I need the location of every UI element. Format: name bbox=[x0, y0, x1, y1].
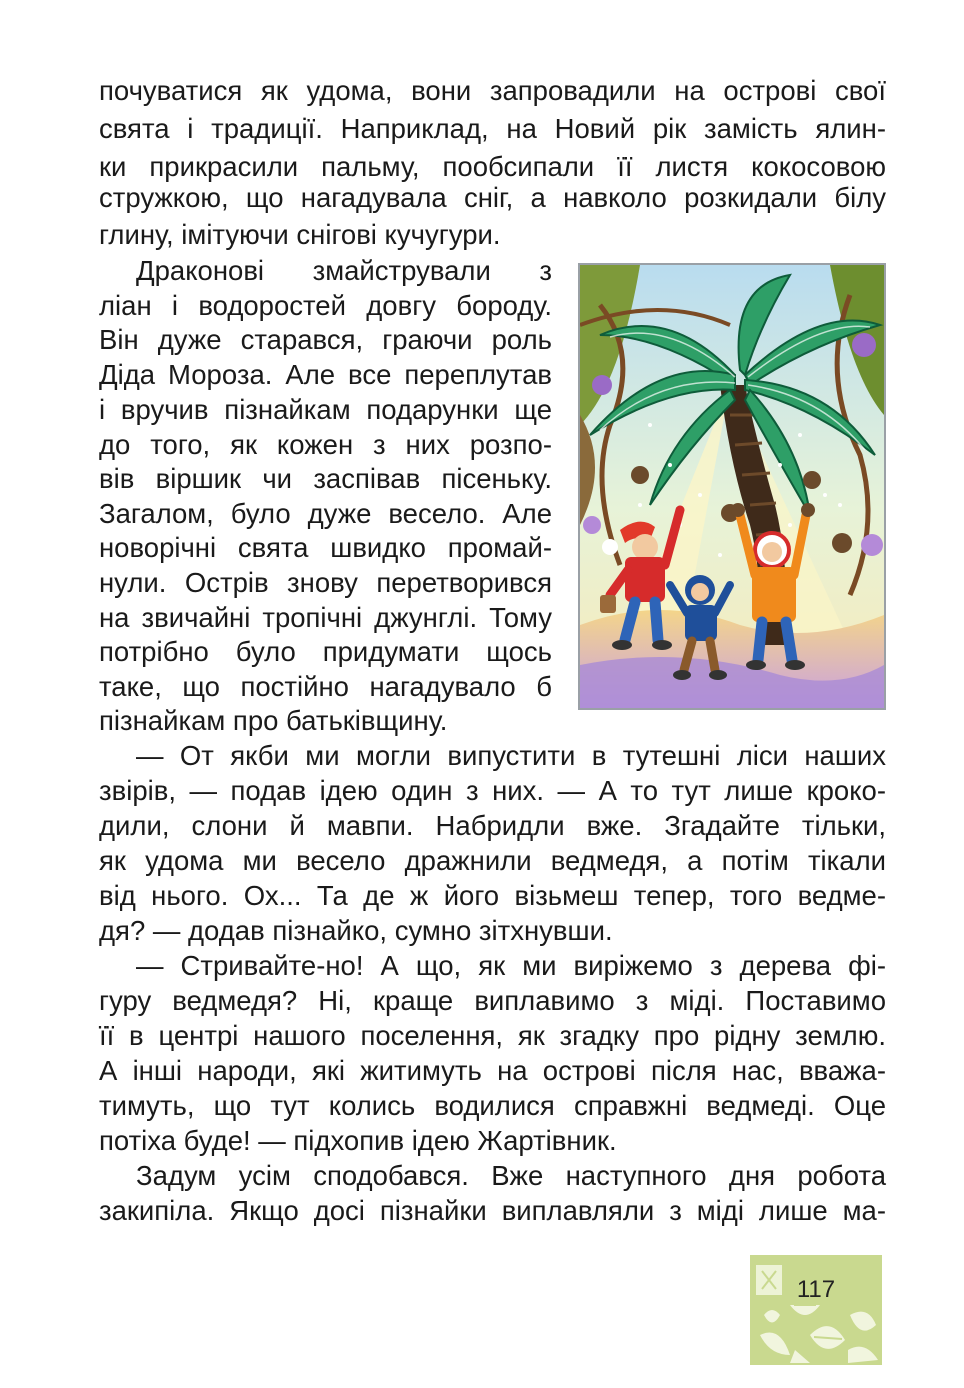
text-line: новорічні свята швидко промай- bbox=[99, 532, 552, 563]
leaf-pattern-icon bbox=[750, 1255, 882, 1365]
text-line: стружкою, що нагадувала сніг, а навколо розкидали білу bbox=[99, 182, 886, 213]
text-line: і вручив пізнайкам подарунки ще bbox=[99, 394, 552, 425]
text-line: Він дуже старався, граючи роль bbox=[99, 324, 552, 355]
illustration-svg bbox=[580, 265, 884, 708]
text-line: нули. Острів знову перетворився bbox=[99, 567, 552, 598]
text-line: почуватися як удома, вони запровадили на острові свої bbox=[99, 75, 886, 106]
text-line: гуру ведмедя? Ні, краще виплавимо з міді. Поставимо bbox=[99, 985, 886, 1016]
text-line: її в центрі нашого поселення, як згадку про рідну землю. bbox=[99, 1020, 886, 1051]
page-number-decoration bbox=[750, 1255, 882, 1365]
text-line: Загалом, було дуже весело. Але bbox=[99, 498, 552, 529]
text-line: Драконові змайстрували з bbox=[136, 255, 552, 286]
text-line: закипіла. Якщо досі пізнайки виплавляли з міді лише ма- bbox=[99, 1195, 886, 1226]
text-line: А інші народи, які житимуть на острові після нас, вважа- bbox=[99, 1055, 886, 1086]
text-line: дя? — додав пізнайко, сумно зітхнувши. bbox=[99, 915, 613, 946]
text-line: дили, слони й мавпи. Набридли вже. Згадайте тільки, bbox=[99, 810, 886, 841]
text-line: тимуть, що тут колись водилися справжні ведмеді. Оце bbox=[99, 1090, 886, 1121]
text-line: таке, що постійно нагадувало б bbox=[99, 671, 552, 702]
text-line: Діда Мороза. Але все переплутав bbox=[99, 359, 552, 390]
palm-tree-illustration bbox=[578, 263, 886, 710]
text-line: пізнайкам про батьківщину. bbox=[99, 705, 448, 736]
text-line: на звичайні тропічні джунглі. Тому bbox=[99, 602, 552, 633]
text-line: до того, як кожен з них розпо- bbox=[99, 429, 552, 460]
text-line: потіха буде! — підхопив ідею Жартівник. bbox=[99, 1125, 617, 1156]
text-line: — От якби ми могли випустити в тутешні ліси наших bbox=[136, 740, 886, 771]
text-line: від нього. Ох... Та де ж його візьмеш тепер, того ведме- bbox=[99, 880, 886, 911]
text-line: вів віршик чи заспівав пісеньку. bbox=[99, 463, 552, 494]
text-line: звірів, — подав ідею один з них. — А то тут лише кроко- bbox=[99, 775, 886, 806]
text-line: як удома ми весело дражнили ведмедя, а потім тікали bbox=[99, 845, 886, 876]
text-line: ліан і водоростей довгу бороду. bbox=[99, 290, 552, 321]
text-line: Задум усім сподобався. Вже наступного дня робота bbox=[136, 1160, 886, 1191]
text-line: свята і традиції. Наприклад, на Новий рік замість ялин- bbox=[99, 113, 886, 144]
text-line: ки прикрасили пальму, пообсипали її листя кокосовою bbox=[99, 151, 886, 182]
text-line: глину, імітуючи снігові кучугури. bbox=[99, 219, 501, 250]
page-number: 117 bbox=[796, 1276, 836, 1303]
text-line: — Стривайте-но! А що, як ми виріжемо з дерева фі- bbox=[136, 950, 886, 981]
text-line: потрібно було придумати щось bbox=[99, 636, 552, 667]
